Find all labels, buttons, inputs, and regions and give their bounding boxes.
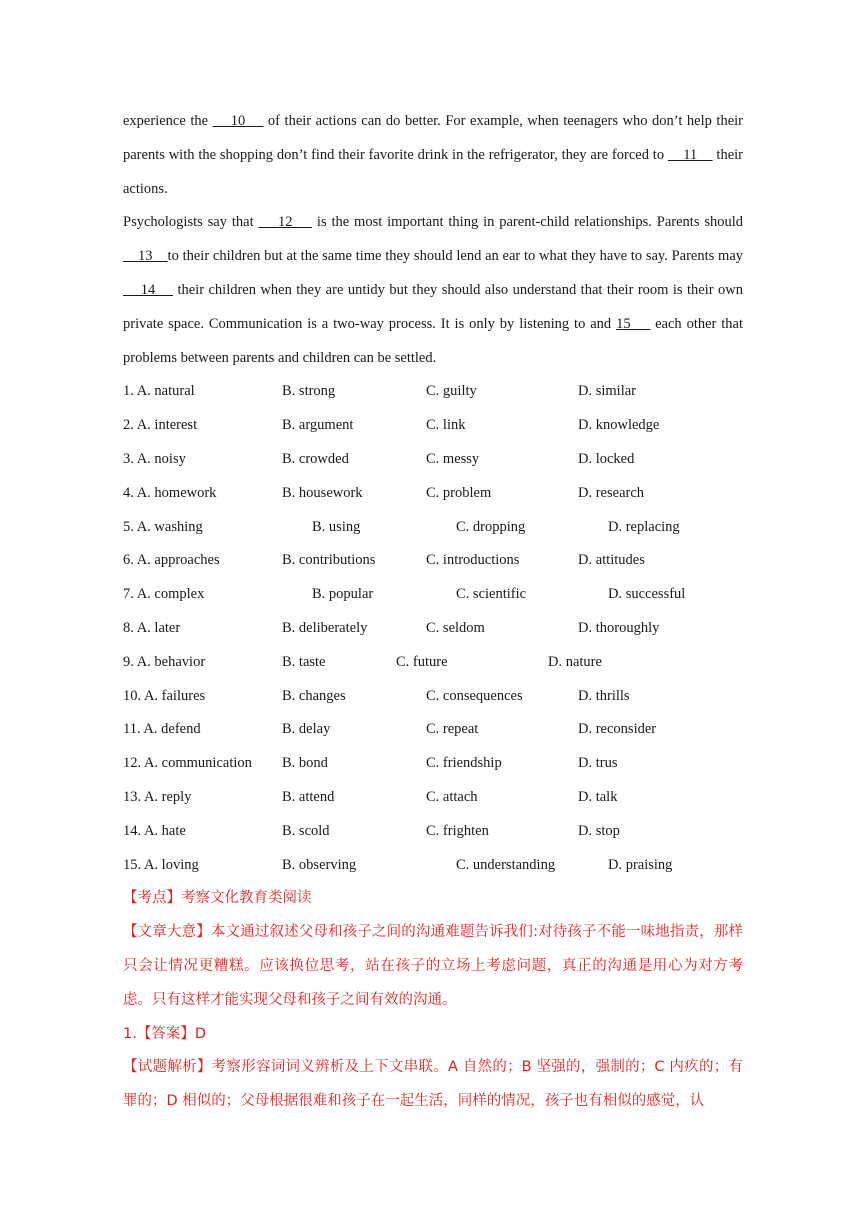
option-a: 15. A. loving xyxy=(123,856,199,873)
option-d: D. locked xyxy=(578,450,635,467)
option-d: D. successful xyxy=(608,586,686,603)
option-b: B. taste xyxy=(282,653,326,670)
blank-15: 15 xyxy=(616,315,651,332)
question-analysis: 【试题解析】考察形容词词义辨析及上下文串联。A 自然的；B 坚强的，强制的；C 内疚的；有罪的；D 相似的；父母根据很难和孩子在一起生活，同样的情况，孩子也有相似的感觉，认 xyxy=(123,1059,743,1110)
document-content xyxy=(123,105,743,1119)
option-d: D. reconsider xyxy=(578,721,657,738)
blank-10: 10 xyxy=(212,113,264,129)
option-a: 1. A. natural xyxy=(123,383,195,400)
option-row xyxy=(123,578,743,612)
option-b: B. popular xyxy=(312,586,374,603)
option-b: B. bond xyxy=(282,755,328,772)
option-a: 2. A. interest xyxy=(123,417,198,434)
option-a: 10. A. failures xyxy=(123,687,206,704)
option-b: B. argument xyxy=(282,417,354,434)
option-row xyxy=(123,511,743,545)
exam-point: 【考点】考察文化教育类阅读 xyxy=(123,890,312,907)
option-d: D. research xyxy=(578,484,645,501)
option-d: D. similar xyxy=(578,383,636,400)
option-c: C. frighten xyxy=(426,822,489,839)
option-c: C. dropping xyxy=(456,518,526,535)
option-b: B. using xyxy=(312,518,361,535)
option-row xyxy=(123,849,743,883)
option-row xyxy=(123,477,743,511)
option-b: B. changes xyxy=(282,687,346,704)
blank-12: 12 xyxy=(258,214,313,231)
option-c: C. seldom xyxy=(426,619,485,636)
passage-text: their actions. xyxy=(123,146,744,197)
option-row xyxy=(123,443,743,477)
option-row xyxy=(123,544,743,578)
option-b: B. attend xyxy=(282,788,335,805)
option-row xyxy=(123,781,743,815)
option-row xyxy=(123,747,743,781)
passage-paragraph-1 xyxy=(123,105,743,206)
passage-text: Psychologists say that xyxy=(123,214,259,231)
option-d: D. praising xyxy=(608,856,673,873)
option-c: C. introductions xyxy=(426,552,520,569)
option-a: 13. A. reply xyxy=(123,788,192,805)
option-c: C. messy xyxy=(426,450,480,467)
option-a: 12. A. communication xyxy=(123,755,252,772)
option-row xyxy=(123,375,743,409)
option-b: B. scold xyxy=(282,822,330,839)
option-row xyxy=(123,612,743,646)
blank-14: 14 xyxy=(123,281,174,298)
option-a: 6. A. approaches xyxy=(123,552,220,569)
option-c: C. understanding xyxy=(456,856,556,873)
options-list xyxy=(123,375,743,882)
option-c: C. problem xyxy=(426,484,492,501)
option-b: B. contributions xyxy=(282,552,376,569)
article-summary: 【文章大意】本文通过叙述父母和孩子之间的沟通难题告诉我们:对待孩子不能一味地指责，那样只会让情况更糟糕。应该换位思考，站在孩子的立场上考虑问题，真正的沟通是用心为对方考虑。只有这样才能实现父母和孩子之间有效的沟通。 xyxy=(123,924,743,1008)
blank-13: 13 xyxy=(123,248,168,265)
option-a: 9. A. behavior xyxy=(123,653,206,670)
passage-text: each other that problems between parents and children can be settled. xyxy=(123,315,744,366)
option-c: C. friendship xyxy=(426,755,502,772)
option-d: D. trus xyxy=(578,755,618,772)
option-row xyxy=(123,713,743,747)
option-c: C. attach xyxy=(426,788,478,805)
passage-text: to their children but at the same time they should lend an ear to what they have to say. Parents may xyxy=(167,248,744,265)
option-d: D. stop xyxy=(578,822,620,839)
option-row xyxy=(123,680,743,714)
option-d: D. attitudes xyxy=(578,552,645,569)
option-d: D. thrills xyxy=(578,687,630,704)
option-c: C. consequences xyxy=(426,687,523,704)
passage-text: their children when they are untidy but they should also understand that their room is their own private space. Communication is a two-way process. It is only by listening to and xyxy=(123,281,743,332)
option-b: B. observing xyxy=(282,856,357,873)
option-a: 14. A. hate xyxy=(123,822,186,839)
option-c: C. guilty xyxy=(426,383,477,400)
option-d: D. replacing xyxy=(608,518,680,535)
option-c: C. future xyxy=(396,653,448,670)
option-row xyxy=(123,815,743,849)
passage-paragraph-2 xyxy=(123,206,743,375)
option-a: 11. A. defend xyxy=(123,721,201,738)
option-d: D. talk xyxy=(578,788,618,805)
option-d: D. thoroughly xyxy=(578,619,660,636)
option-a: 8. A. later xyxy=(123,619,181,636)
option-c: C. repeat xyxy=(426,721,479,738)
blank-11: 11 xyxy=(667,146,713,163)
option-c: C. link xyxy=(426,417,466,434)
option-a: 5. A. washing xyxy=(123,518,203,535)
option-b: B. delay xyxy=(282,721,331,738)
option-b: B. housework xyxy=(282,484,363,501)
answer-1: 1.【答案】D xyxy=(123,1025,206,1042)
option-a: 3. A. noisy xyxy=(123,450,186,467)
option-row xyxy=(123,409,743,443)
option-b: B. strong xyxy=(282,383,336,400)
option-row xyxy=(123,646,743,680)
option-b: B. crowded xyxy=(282,450,349,467)
option-c: C. scientific xyxy=(456,586,527,603)
option-d: D. knowledge xyxy=(578,417,660,434)
option-d: D. nature xyxy=(548,653,602,670)
option-a: 7. A. complex xyxy=(123,586,205,603)
passage-text: experience the xyxy=(123,113,213,129)
option-a: 4. A. homework xyxy=(123,484,217,501)
passage-text: of their actions can do better. For example, when teenagers who don’t help their parents with the shopping don’t find their favorite drink in the refrigerator, they are forced to xyxy=(123,113,743,163)
option-b: B. deliberately xyxy=(282,619,368,636)
passage-text: is the most important thing in parent-child relationships. Parents should xyxy=(312,214,744,231)
